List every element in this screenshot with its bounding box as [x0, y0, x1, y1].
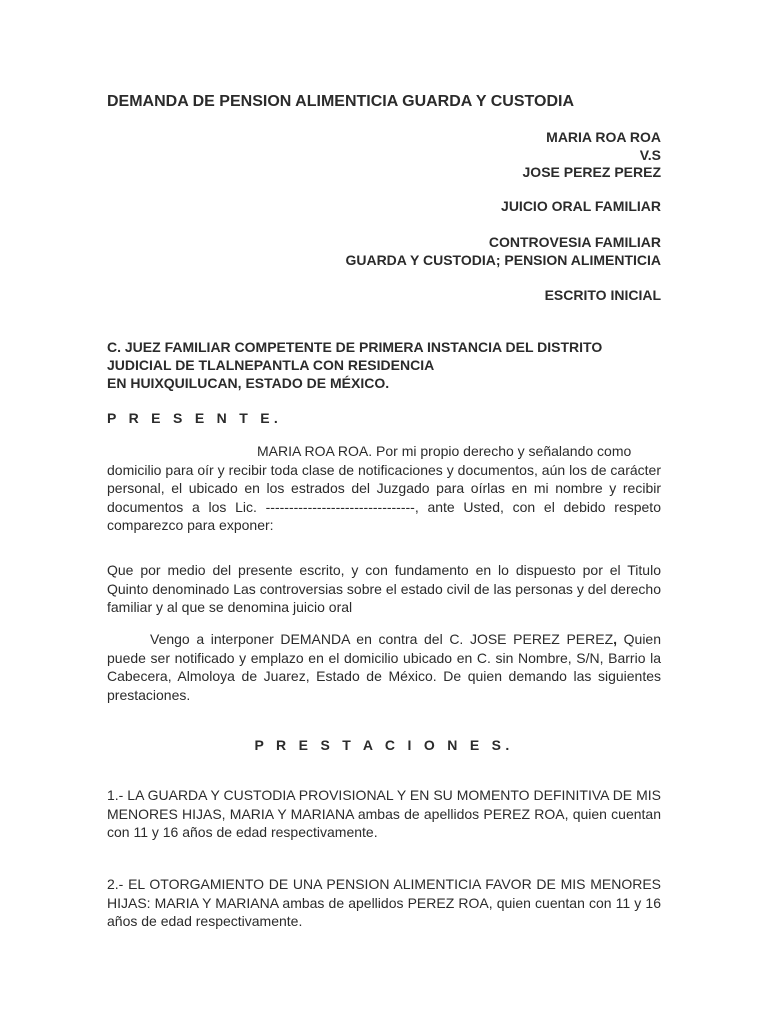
prestacion-2: 2.- EL OTORGAMIENTO DE UNA PENSION ALIMENTICIA FAVOR DE MIS MENORES HIJAS: MARIA Y MARIANA ambas de apellidos PEREZ ROA, quien cuentan con 11 y 16 años de edad respectivamente. — [107, 876, 661, 929]
plaintiff-name: MARIA ROA ROA — [546, 129, 661, 145]
fundamento-paragraph: Que por medio del presente escrito, y con fundamento en lo dispuesto por el Titulo Quinto denominado Las controversias sobre el estado civil de las personas y del derecho familiar y al que se denomina juicio oral — [107, 562, 661, 615]
demand-paragraph — [107, 630, 661, 704]
presente-heading: P R E S E N T E. — [107, 410, 283, 426]
defendant-name: JOSE PEREZ PEREZ — [522, 164, 661, 180]
prestacion-1: 1.- LA GUARDA Y CUSTODIA PROVISIONAL Y EN SU MOMENTO DEFINITIVA DE MIS MENORES HIJAS, MARIA Y MARIANA ambas de apellidos PEREZ ROA, quien cuentan con 11 y 16 años de edad respectivamente. — [107, 787, 661, 840]
addressee-line-1: C. JUEZ FAMILIAR COMPETENTE DE PRIMERA INSTANCIA DEL DISTRITO — [107, 339, 603, 355]
controversy-line-1: CONTROVESIA FAMILIAR — [488, 234, 661, 250]
intro-first-line: MARIA ROA ROA. Por mi propio derecho y señalando como — [257, 443, 632, 459]
versus-label: V.S — [639, 146, 661, 163]
prestaciones-heading: P R E S T A C I O N E S. — [254, 737, 514, 753]
document-kind: ESCRITO INICIAL — [544, 287, 661, 303]
document-title: DEMANDA DE PENSION ALIMENTICIA GUARDA Y CUSTODIA — [107, 93, 574, 110]
addressee-line-2: JUDICIAL DE TLALNEPANTLA CON RESIDENCIA — [107, 357, 435, 373]
trial-type: JUICIO ORAL FAMILIAR — [501, 198, 661, 214]
addressee-line-3: EN HUIXQUILUCAN, ESTADO DE MÉXICO. — [107, 375, 390, 391]
intro-paragraph — [107, 442, 661, 535]
intro-body: domicilio para oír y recibir toda clase de notificaciones y documentos, aún los de carácter personal, el ubicado en los estrados del Juzgado para oírlas en mi nombre y recibir documentos a los Lic. --------------------------------, ante Usted, con el debido respeto comparezco para exponer: — [107, 461, 661, 533]
demand-bold-comma: , — [613, 631, 618, 647]
controversy-line-2: GUARDA Y CUSTODIA; PENSION ALIMENTICIA — [345, 251, 661, 268]
addressee-block — [107, 338, 602, 392]
demand-text-1: Vengo a interponer DEMANDA en contra del C. JOSE PEREZ PEREZ — [150, 631, 614, 647]
controversy-block — [345, 234, 661, 269]
parties-block — [523, 129, 661, 182]
demand-text-2: Quien puede ser notificado y emplazo en el domicilio ubicado en C. sin Nombre, S/N, Barrio la Cabecera, Almoloya de Juarez, Estado de México. De quien demando las siguientes prestaciones. — [107, 631, 662, 703]
